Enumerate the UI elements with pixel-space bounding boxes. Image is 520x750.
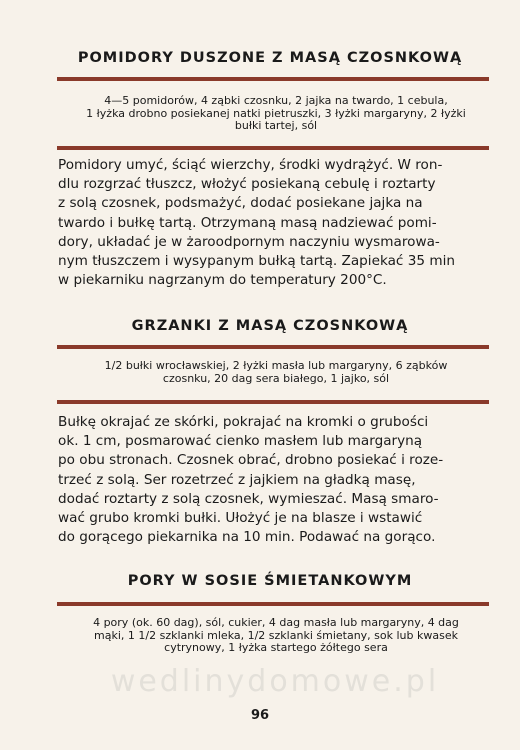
divider-rule bbox=[57, 77, 489, 81]
method-line: po obu stronach. Czosnek obrać, drobno posiekać i roze- bbox=[58, 452, 444, 469]
method-line: wać grubo kromki bułki. Ułożyć je na blasze i wstawić bbox=[58, 510, 423, 527]
ingredients-list bbox=[55, 360, 497, 385]
recipe-title: POMIDORY DUSZONE Z MASĄ CZOSNKOWĄ bbox=[77, 50, 463, 66]
ingredients-line: 1 łyżka drobno posiekanej natki pietruszki, 3 łyżki margaryny, 2 łyżki bbox=[86, 106, 466, 120]
method-line: w piekarniku nagrzanym do temperatury 200°C. bbox=[58, 272, 387, 289]
ingredients-line: 1/2 bułki wrocławskiej, 2 łyżki masła lub margaryny, 6 ząbków bbox=[104, 359, 448, 372]
watermark: wedlinydomowe.pl bbox=[110, 664, 440, 699]
method-line: dodać roztarty z solą czosnek, wymieszać. Masą smaro- bbox=[58, 490, 439, 507]
recipe-title: PORY W SOSIE ŚMIETANKOWYM bbox=[127, 573, 413, 589]
method-line: z solą czosnek, podsmażyć, dodać posiekane jajka na bbox=[58, 195, 423, 212]
method-line: do gorącego piekarnika na 10 min. Podawać na gorąco. bbox=[58, 529, 436, 546]
ingredients-list bbox=[55, 95, 497, 133]
ingredients-list bbox=[55, 617, 497, 655]
method-line: dlu rozgrzać tłuszcz, włożyć posiekaną cebulę i roztarty bbox=[58, 176, 436, 193]
method-line: nym tłuszczem i wysypanym bułką tartą. Zapiekać 35 min bbox=[58, 253, 455, 270]
ingredients-line: czosnku, 20 dag sera białego, 1 jajko, sól bbox=[162, 371, 390, 385]
method-line: Pomidory umyć, ściąć wierzchy, środki wydrążyć. W ron- bbox=[58, 157, 443, 173]
divider-rule bbox=[57, 400, 489, 404]
ingredients-line: 4—5 pomidorów, 4 ząbki czosnku, 2 jajka na twardo, 1 cebula, bbox=[104, 94, 448, 107]
method-line: trzeć z solą. Ser rozetrzeć z jajkiem na gładką masę, bbox=[58, 471, 416, 488]
ingredients-line: mąki, 1 1/2 szklanki mleka, 1/2 szklanki śmietany, sok lub kwasek bbox=[94, 628, 458, 642]
method-text bbox=[58, 156, 498, 290]
method-line: ok. 1 cm, posmarować cienko masłem lub margaryną bbox=[58, 433, 423, 450]
method-line: twardo i bułkę tartą. Otrzymaną masą nadziewać pomi- bbox=[58, 214, 437, 231]
method-line: Bułkę okrajać ze skórki, pokrajać na kromki o grubości bbox=[58, 414, 429, 430]
divider-rule bbox=[57, 345, 489, 349]
page-number: 96 bbox=[250, 708, 270, 723]
method-text bbox=[58, 413, 498, 547]
ingredients-line: cytrynowy, 1 łyżka startego żółtego sera bbox=[164, 641, 388, 655]
divider-rule bbox=[57, 602, 489, 606]
divider-rule bbox=[57, 146, 489, 150]
ingredients-line: 4 pory (ok. 60 dag), sól, cukier, 4 dag masła lub margaryny, 4 dag bbox=[93, 616, 459, 629]
recipe-title: GRZANKI Z MASĄ CZOSNKOWĄ bbox=[131, 318, 409, 334]
method-line: dory, układać je w żaroodpornym naczyniu wysmarowa- bbox=[58, 233, 440, 250]
ingredients-line: bułki tartej, sól bbox=[234, 119, 318, 133]
